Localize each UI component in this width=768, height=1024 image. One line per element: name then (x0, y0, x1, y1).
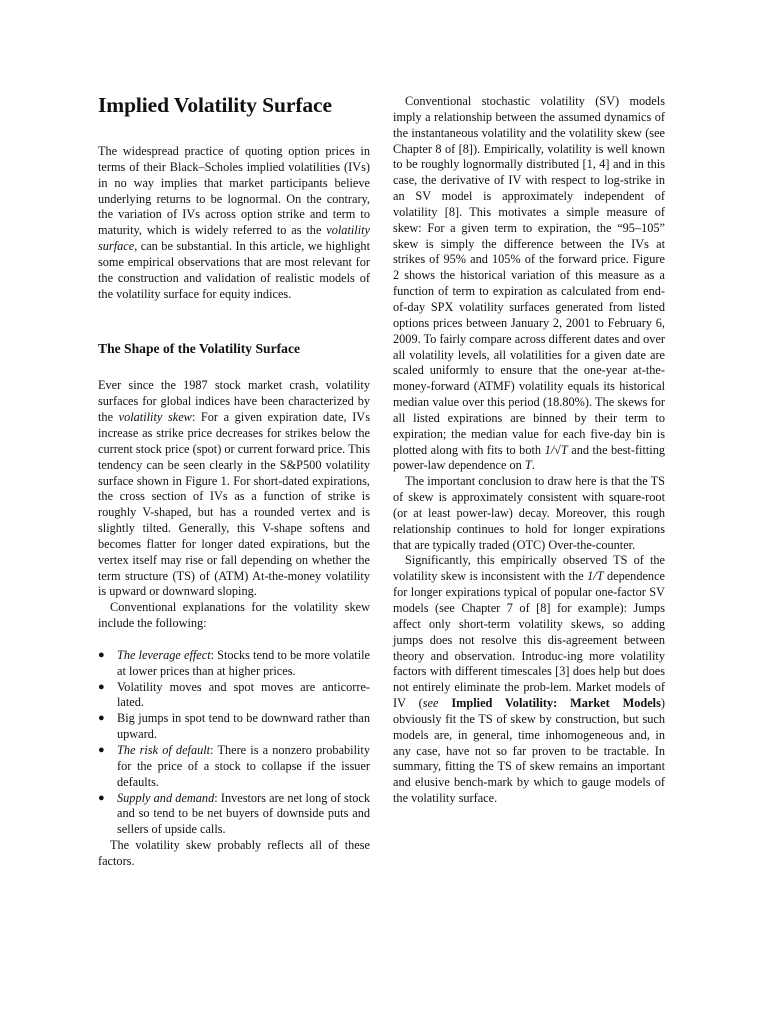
closing-paragraph: The volatility skew probably reflects all of these factors. (98, 838, 370, 868)
article-title: Implied Volatility Surface (98, 93, 332, 117)
list-item: ● Big jumps in spot tend to be downward rather than upward. (98, 711, 370, 742)
math-inverse-t: 1/T (587, 569, 604, 584)
sv-models-paragraph: Conventional stochastic volatility (SV) models imply a relationship between the assumed dynamics of the instantaneous volatility and the volatility skew (see Chapter 8 of [8]). Empirically, volatility is well known to be roughly lognormally distributed [1, 4] and in this case, the derivative of IV with respect to log-strike in an SV model is approximately independent of volatility [8]. This motivates a simple measure of skew: For a given term to expiration, the “95–105” skew is simply the difference between the IVs at strikes of 95% and 105% of the forward price. Figure 2 shows the historical variation of this measure as a function of term to expiration as calculated from end-of-day SPX volatility surfaces generated from listed options prices between January 2, 2001 to February 6, 2009. To fairly compare across different dates and over all volatility levels, all volatilities for a given date are scaled uniformly to ensure that the one-year at-the-money-forward (ATMF) volatility equals its historical median value over this period (18.80%). The skews for all listed expirations are binned by their term to expiration; the median value for each five-day bin is plotted along with fits to both 1/√T and the best-fitting power-law dependence on T. (393, 94, 665, 473)
list-item: ● Volatility moves and spot moves are anticorre-lated. (98, 679, 370, 710)
list-item: ● The leverage effect: Stocks tend to be more volatile at lower prices than at higher prices. (98, 647, 370, 678)
section-heading: The Shape of the Volatility Surface (98, 341, 301, 357)
cross-reference-link[interactable]: Implied Volatility: Market Models (451, 696, 661, 711)
left-column (98, 92, 370, 870)
right-column (393, 94, 665, 807)
term-volatility-surface: volatility surface (98, 223, 370, 254)
list-item: ● Supply and demand: Investors are net long of stock and so tend to be net buyers of downside puts and sellers of upside calls. (98, 790, 370, 837)
shape-paragraph: Ever since the 1987 stock market crash, volatility surfaces for global indices have been characterized by the volatility skew: For a given expiration date, IVs increase as strike price decreases for strikes below the current stock price (spot) or current forward price. This tendency can be seen clearly in the S&P500 volatility surface shown in Figure 1. For short-dated expirations, the cross section of IVs as a function of strike is roughly V-shaped, but has a rounded vertex and is slightly tilted. Generally, this V-shape softens and becomes flatter for longer dated expirations, but the vertex itself may rise or fall depending on whether the term structure (TS) of (ATM) At-the-money volatility is upward or downward sloping. (98, 378, 370, 599)
explanations-list (98, 648, 370, 838)
math-inverse-sqrt-t: 1/√T (544, 442, 568, 457)
conventional-intro: Conventional explanations for the volatility skew include the following: (98, 600, 370, 631)
intro-paragraph: The widespread practice of quoting option prices in terms of their Black–Scholes implied volatilities (IVs) in no way implies that market participants believe underlying returns to be lognormal. On the contrary, the variation of IVs across option strike and term to maturity, which is widely referred to as the volatility surface, can be substantial. In this article, we highlight some empirical observations that are most relevant for the construction and validation of realistic models of the volatility surface for equity indices. (98, 144, 370, 301)
bullet-icon: ● (98, 680, 105, 693)
math-t: T (524, 458, 532, 473)
bullet-icon: ● (98, 712, 105, 725)
bullet-icon: ● (98, 791, 105, 804)
list-item: ● The risk of default: There is a nonzero probability for the price of a stock to collapse if the issuer defaults. (98, 743, 370, 789)
conclusion-paragraph: The important conclusion to draw here is that the TS of skew is approximately consistent with square-root (or at least power-law) decay. Moreover, this rough relationship continues to hold for longer expirations that are typically traded (OTC) Over-the-counter. (393, 474, 665, 552)
bullet-icon: ● (98, 744, 105, 756)
significance-paragraph: Significantly, this empirically observed TS of the volatility skew is inconsistent with the 1/T dependence for longer expirations typical of popular one-factor SV models (see Chapter 7 of [8] for example): Jumps affect only short-term volatility skews, so adding jumps does not resolve this dis-agreement between theory and observation. Introduc-ing more volatility factors with different timescales [3] does help but does not entirely eliminate the prob-lem. Market models of IV (see Implied Volatility: Market Models) obviously fit the TS of skew by construction, but such models are, in general, time inhomogeneous and, in any case, have not so far proven to be tractable. In summary, fitting the TS of skew remains an important and elusive bench-mark by which to gauge models of the volatility surface. (393, 553, 665, 806)
term-volatility-skew: volatility skew (118, 410, 192, 425)
bullet-icon: ● (98, 648, 105, 661)
